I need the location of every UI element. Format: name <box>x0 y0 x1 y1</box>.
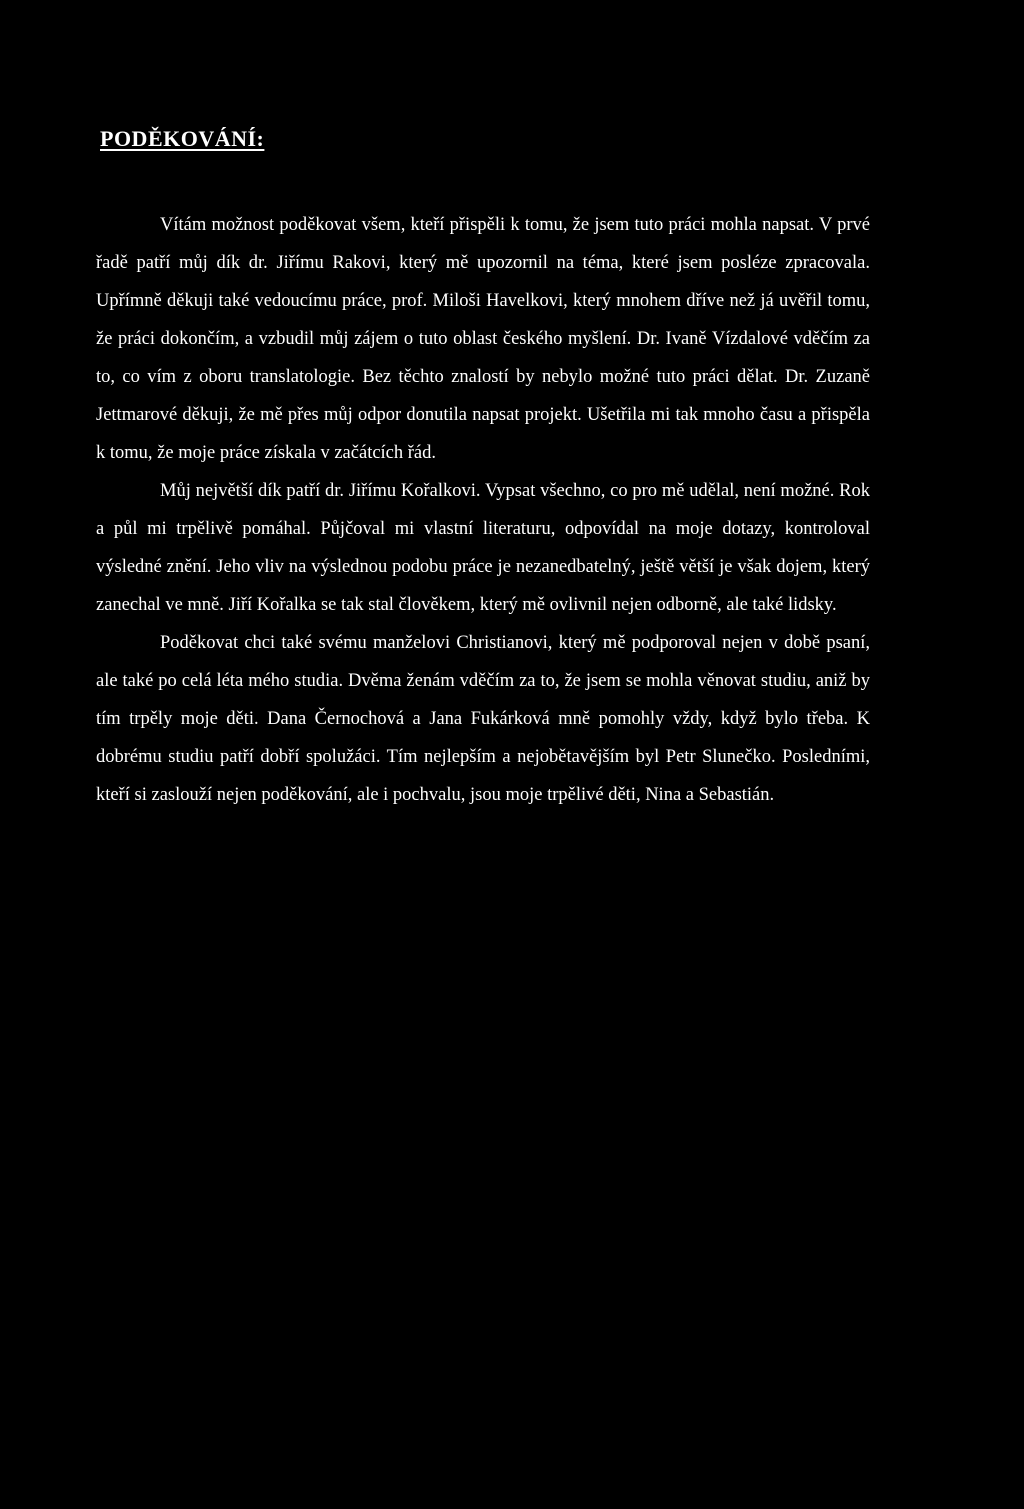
paragraph-2: Můj největší dík patří dr. Jiřímu Kořalkovi. Vypsat všechno, co pro mě udělal, není možné. Rok a půl mi trpělivě pomáhal. Půjčoval mi vlastní literaturu, odpovídal na moje dotazy, kontroloval výsledné znění. Jeho vliv na výslednou podobu práce je nezanedbatelný, ještě větší je však dojem, který zanechal ve mně. Jiří Kořalka se tak stal člověkem, který mě ovlivnil nejen odborně, ale také lidsky. <box>96 481 870 615</box>
acknowledgements-page <box>96 124 870 814</box>
page-title: PODĚKOVÁNÍ: <box>100 126 265 151</box>
paragraph-3: Poděkovat chci také svému manželovi Christianovi, který mě podporoval nejen v době psaní, ale také po celá léta mého studia. Dvěma ženám vděčím za to, že jsem se mohla věnovat studiu, aniž by tím trpěly moje děti. Dana Černochová a Jana Fukárková mně pomohly vždy, když bylo třeba. K dobrému studiu patří dobří spolužáci. Tím nejlepším a nejobětavějším byl Petr Slunečko. Posledními, kteří si zaslouží nejen poděkování, ale i pochvalu, jsou moje trpělivé děti, Nina a Sebastián. <box>96 633 870 805</box>
paragraph-1: Vítám možnost poděkovat všem, kteří přispěli k tomu, že jsem tuto práci mohla napsat. V prvé řadě patří můj dík dr. Jiřímu Rakovi, který mě upozornil na téma, které jsem posléze zpracovala. Upřímně děkuji také vedoucímu práce, prof. Miloši Havelkovi, který mnohem dříve než já uvěřil tomu, že práci dokončím, a vzbudil můj zájem o tuto oblast českého myšlení. Dr. Ivaně Vízdalové vděčím za to, co vím z oboru translatologie. Bez těchto znalostí by nebylo možné tuto práci dělat. Dr. Zuzaně Jettmarové děkuji, že mě přes můj odpor donutila napsat projekt. Ušetřila mi tak mnoho času a přispěla k tomu, že moje práce získala v začátcích řád. <box>96 215 870 463</box>
